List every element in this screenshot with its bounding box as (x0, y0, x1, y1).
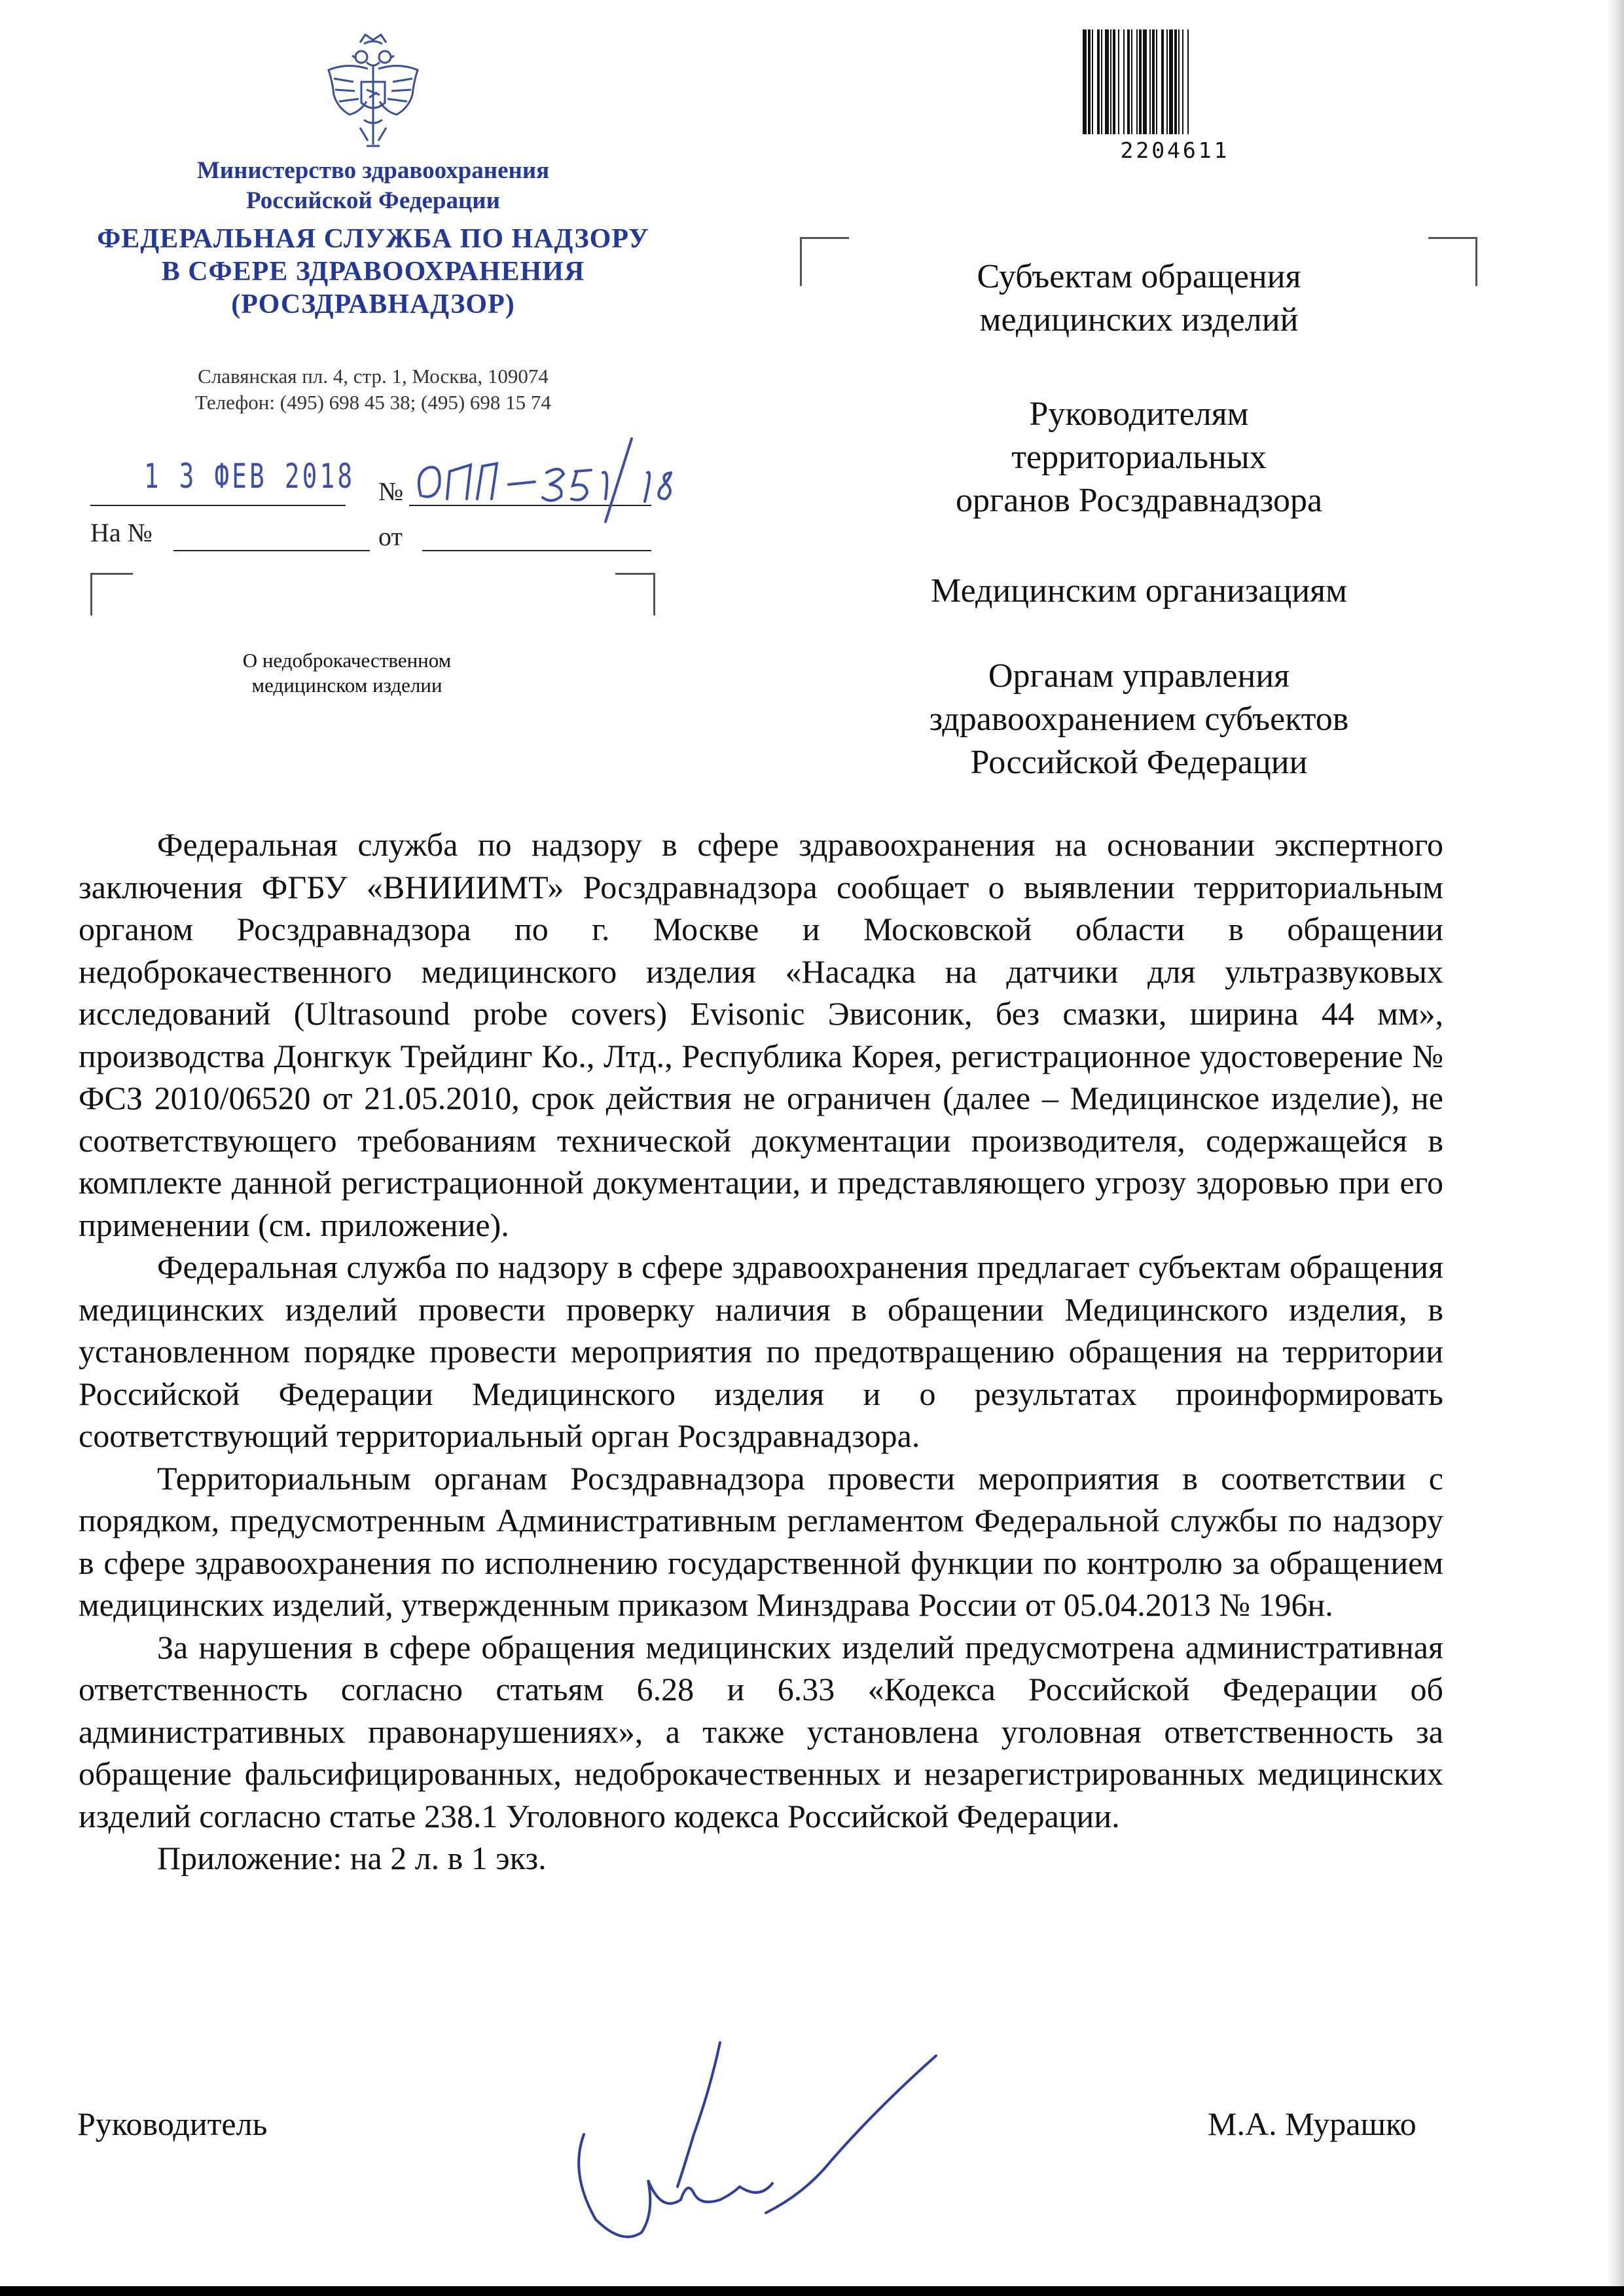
barcode (1080, 29, 1270, 134)
scan-bottom-border (0, 2286, 1624, 2296)
recipient-line: здравоохранением субъектов (929, 701, 1349, 738)
barcode-bar (1136, 29, 1138, 134)
russian-coat-of-arms-icon (321, 29, 425, 154)
barcode-bar (1101, 29, 1102, 134)
barcode-bar (1143, 29, 1147, 134)
letter-subject (151, 648, 543, 698)
date-stamp: 1 3 ФЕВ 2018 (144, 457, 355, 496)
ministry-line: Министерство здравоохранения (196, 157, 550, 184)
subject-line: медицинском изделии (251, 674, 442, 697)
handwritten-registration-number (409, 433, 704, 525)
barcode-bar (1169, 29, 1173, 134)
reference-date-field (422, 517, 651, 551)
barcode-bar (1105, 29, 1109, 134)
barcode-bar (1178, 29, 1180, 134)
barcode-bar (1110, 29, 1111, 134)
barcode-bar (1123, 29, 1125, 134)
barcode-bar (1113, 29, 1115, 134)
barcode-bar (1131, 29, 1132, 134)
body-paragraph: Федеральная служба по надзору в сфере здравоохранения предлагает субъектам обращения медицинских изделий провести проверку наличия в обращении Медицинского изделия, в установленном порядке провести мероприятия по предотвращению обращения на территории Российской Федерации Медицинского изделия и о результатах проинформировать соответствующий территориальный орган Росздравнадзора. (79, 1248, 1443, 1454)
barcode-bar (1174, 29, 1177, 134)
recipient-line: Российской Федерации (970, 744, 1308, 781)
body-paragraph: За нарушения в сфере обращения медицинских изделий предусмотрена административная ответственность согласно статьям 6.28 и 6.33 «Кодекса Российской Федерации об административных правонарушениях», а также установлена уголовная ответственность за обращение фальсифицированных, недоброкачественных и незарегистрированных медицинских изделий согласно статье 238.1 Уголовного кодекса Российской Федерации. (79, 1628, 1443, 1834)
ministry-name (111, 156, 635, 216)
barcode-bar (1118, 29, 1119, 134)
body-paragraph: Территориальным органам Росздравнадзора провести мероприятия в соответствии с порядком, предусмотренным Административным регламентом Федеральной службы по надзору в сфере здравоохранения по исполнению государственной функции по контролю за обращением медицинских изделий, утвержденным приказом Минздрава России от 05.04.2013 № 196н. (79, 1459, 1443, 1623)
corner-bracket (90, 573, 133, 615)
recipient-block (838, 393, 1440, 522)
barcode-bar (1149, 29, 1151, 134)
recipient-line: Медицинским организациям (931, 572, 1347, 610)
barcode-bar (1092, 29, 1093, 134)
signatory-title: Руководитель (77, 2105, 268, 2142)
reference-date-label: от (378, 522, 403, 551)
corner-bracket (615, 573, 655, 615)
scan-edge-shadow (1606, 0, 1624, 2286)
subject-line: О недоброкачественном (242, 649, 452, 672)
barcode-bar (1161, 29, 1164, 134)
service-line: В СФЕРЕ ЗДРАВООХРАНЕНИЯ (161, 257, 585, 287)
service-line: (РОСЗДРАВНАДЗОР) (231, 289, 515, 319)
letter-body (79, 824, 1443, 1880)
attachment-note: Приложение: на 2 л. в 1 экз. (157, 1840, 547, 1876)
barcode-number: 2204611 (1120, 137, 1230, 163)
barcode-bar (1182, 29, 1183, 134)
recipient-line: Органам управления (988, 657, 1290, 695)
service-line: ФЕДЕРАЛЬНАЯ СЛУЖБА ПО НАДЗОРУ (97, 224, 649, 254)
recipient-line: Руководителям (1029, 395, 1249, 433)
barcode-bar (1097, 29, 1100, 134)
body-paragraph: Федеральная служба по надзору в сфере здравоохранения на основании экспертного заключения ФГБУ «ВНИИИМТ» Росздравнадзора сообщает о выявлении территориальным органом Росздравнадзора по г. Москве и Московской области в обращении недоброкачественного медицинского изделия «Насадка на датчики для ультразвуковых исследований (Ultrasound probe covers) Evisonic Эвисоник, без смазки, ширина 44 мм», производства Донгкук Трейдинг Ко., Лтд., Республика Корея, регистрационное удостоверение № ФСЗ 2010/06520 от 21.05.2010, срок действия не ограничен (далее – Медицинское изделие), не соответствующего требованиям технической документации производителя, содержащейся в комплекте данной регистрационной документации, и представляющего угрозу здоровью при его применении (см. приложение). (79, 826, 1443, 1243)
handwritten-signature (569, 2036, 949, 2285)
service-address (111, 363, 635, 416)
number-sign: № (378, 477, 404, 506)
recipient-block (838, 255, 1440, 342)
service-name (79, 223, 668, 321)
recipient-block (838, 570, 1440, 613)
barcode-bar (1187, 29, 1189, 134)
recipient-line: территориальных (1011, 439, 1267, 476)
barcode-bar (1127, 29, 1130, 134)
barcode-bar (1088, 29, 1091, 134)
reference-number-label: На № (90, 518, 153, 547)
reference-number-field (173, 517, 370, 551)
address-line: Телефон: (495) 698 45 38; (495) 698 15 74 (195, 391, 551, 414)
recipient-line: медицинских изделий (979, 301, 1299, 338)
recipient-line: органов Росздравнадзора (955, 482, 1323, 519)
barcode-bar (1139, 29, 1142, 134)
barcode-bar (1083, 29, 1087, 134)
barcode-bar (1166, 29, 1168, 134)
ministry-line: Российской Федерации (246, 187, 500, 214)
recipient-line: Субъектам обращения (977, 258, 1301, 295)
signatory-name: М.А. Мурашко (1208, 2105, 1416, 2142)
recipient-block (838, 655, 1440, 784)
barcode-bar (1156, 29, 1157, 134)
barcode-bar (1152, 29, 1155, 134)
address-line: Славянская пл. 4, стр. 1, Москва, 109074 (198, 365, 549, 388)
